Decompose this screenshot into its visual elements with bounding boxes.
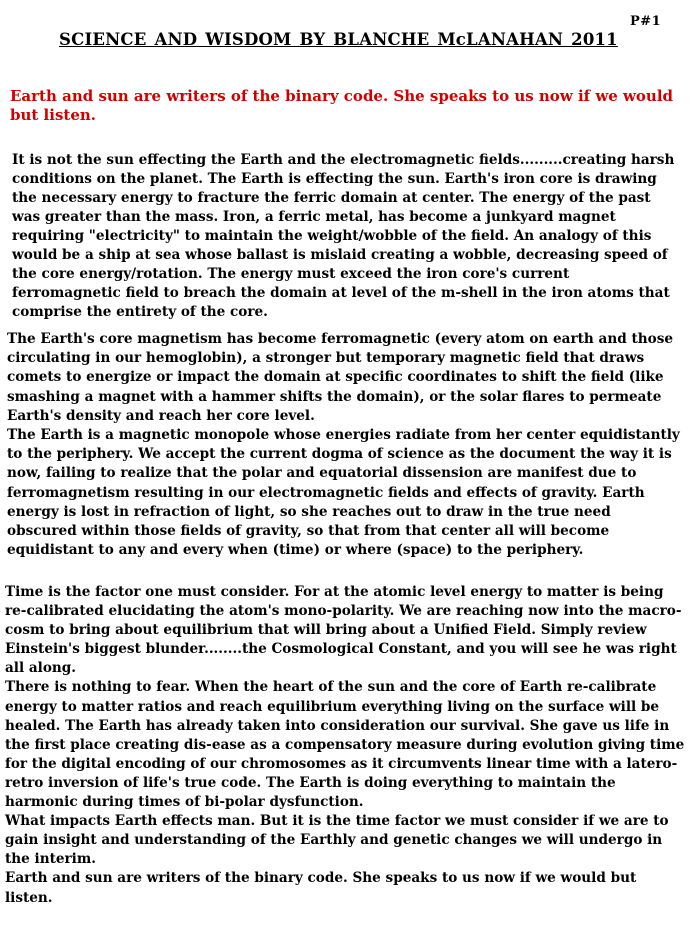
paragraph-magnetic-monopole: The Earth is a magnetic monopole whose energies radiate from her center equidistantly to the periphery. We accept the current dogma of science as the document the way it is now, failing to realize that the polar and equatorial dissension are manifest due to ferromagnetism resulting in our electromagnetic fields and effects of gravity. Earth energy is lost in refraction of light, so she reaches out to draw in the true need obscured within those fields of gravity, so that from that center all will become equidistant to any and every when (time) or where (space) to the periphery. (7, 427, 680, 559)
headline-quote: Earth and sun are writers of the binary code. She speaks to us now if we would but listen. (10, 87, 674, 124)
paragraph-closing-quote: Earth and sun are writers of the binary code. She speaks to us now if we would but listen. (5, 870, 637, 906)
section-core-magnetism (7, 330, 683, 560)
paragraph-sun-earth-effect: It is not the sun effecting the Earth and the electromagnetic fields.........creating harsh conditions on the planet. The Earth is effecting the sun. Earth's iron core is drawing the necessary energy to fracture the ferric domain at center. The energy of the past was greater than the mass. Iron, a ferric metal, has become a junkyard magnet requiring "electricity" to maintain the weight/wobble of the field. An analogy of this would be a ship at sea whose ballast is mislaid creating a wobble, decreasing speed of the core energy/rotation. The energy must exceed the iron core's current ferromagnetic field to breach the domain at level of the m-shell in the iron atoms that comprise the entirety of the core. (12, 152, 675, 320)
paragraph-impacts-earth: What impacts Earth effects man. But it is the time factor we must consider if we are to gain insight and understanding of the Earthly and genetic changes we will undergo in the interim. (5, 813, 669, 868)
paragraph-nothing-to-fear: There is nothing to fear. When the heart of the sun and the core of Earth re-calibrate energy to matter ratios and reach equilibrium everything living on the surface will be healed. The Earth has already taken into consideration our survival. She gave us life in the first place creating dis-ease as a compensatory measure during evolution giving time for the digital encoding of our chromosomes as it circumvents linear time with a latero-retro inversion of life's true code. The Earth is doing everything to maintain the harmonic during times of bi-polar dysfunction. (5, 679, 685, 811)
page-title: SCIENCE AND WISDOM BY BLANCHE McLANAHAN 2011 (59, 30, 618, 49)
page-number: P#1 (630, 14, 662, 29)
paragraph-ferromagnetic-core: The Earth's core magnetism has become ferromagnetic (every atom on earth and those circulating in our hemoglobin), a stronger but temporary magnetic field that draws comets to energize or impact the domain at specific coordinates to shift the field (like smashing a magnet with a hammer shifts the domain), or the solar flares to permeate Earth's density and reach her core level. (7, 331, 674, 424)
paragraph-time-factor: Time is the factor one must consider. For at the atomic level energy to matter is being re-calibrated elucidating the atom's mono-polarity. We are reaching now into the macro-cosm to bring about equilibrium that will bring about a Unified Field. Simply review Einstein's biggest blunder........the Cosmological Constant, and you will see he was right all along. (5, 584, 682, 677)
section-time-factor (5, 583, 687, 908)
